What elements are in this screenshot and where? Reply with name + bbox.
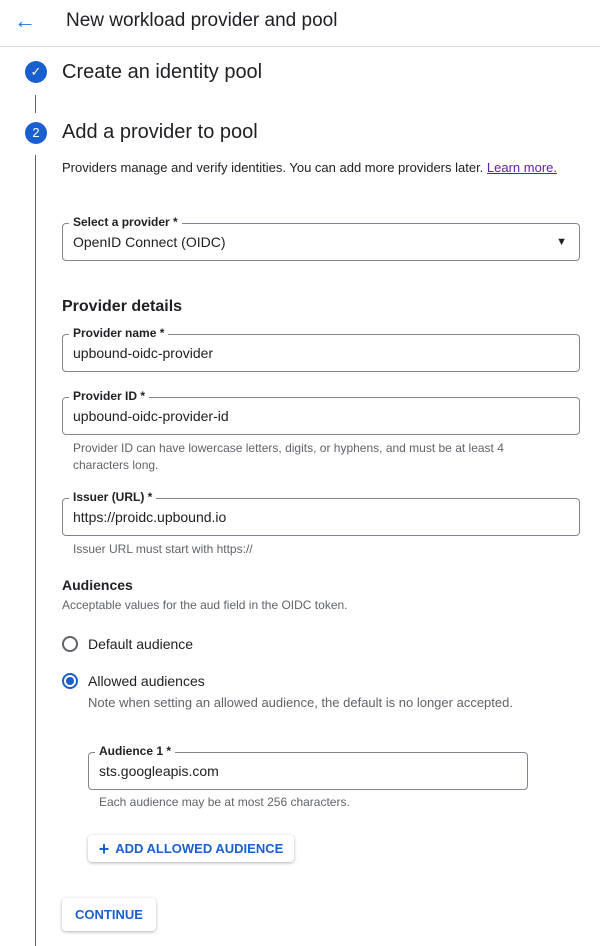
- description-text: Providers manage and verify identities. You can add more providers later.: [62, 160, 487, 175]
- field-label: Audience 1 *: [95, 744, 175, 758]
- audience-1-input[interactable]: [88, 744, 528, 790]
- allowed-audiences-note: Note when setting an allowed audience, the default is no longer accepted.: [88, 695, 513, 710]
- audiences-heading: Audiences: [62, 577, 133, 593]
- issuer-hint: Issuer URL must start with https://: [73, 542, 253, 556]
- step-1-title: Create an identity pool: [62, 61, 263, 83]
- select-provider-dropdown[interactable]: [62, 215, 580, 261]
- back-arrow-icon[interactable]: ←: [14, 8, 36, 33]
- provider-id-hint: Provider ID can have lowercase letters, digits, or hyphens, and must be at least 4 characters long.: [73, 441, 504, 472]
- button-label: ADD ALLOWED AUDIENCE: [115, 841, 284, 856]
- field-value: upbound-oidc-provider-id: [73, 408, 229, 424]
- section-heading: Provider details: [62, 298, 183, 315]
- step-2-title: Add a provider to pool: [62, 121, 258, 143]
- provider-name-input[interactable]: [62, 326, 580, 372]
- field-label: Provider ID *: [69, 389, 149, 403]
- allowed-audiences-radio[interactable]: [62, 673, 78, 689]
- dropdown-arrow-icon: ▼: [556, 236, 567, 248]
- field-label: Select a provider *: [69, 215, 182, 229]
- field-label: Issuer (URL) *: [69, 490, 156, 504]
- field-value: upbound-oidc-provider: [73, 345, 214, 361]
- field-value: https://proidc.upbound.io: [73, 509, 227, 525]
- audience-hint: Each audience may be at most 256 characters.: [99, 795, 350, 809]
- field-label: Provider name *: [69, 326, 168, 340]
- plus-icon: +: [98, 839, 110, 859]
- step-description: [62, 157, 572, 178]
- page-title: New workload provider and pool: [66, 10, 338, 31]
- learn-more-link[interactable]: Learn more.: [486, 160, 557, 175]
- provider-id-input[interactable]: [62, 389, 580, 435]
- add-allowed-audience-button[interactable]: [88, 835, 294, 862]
- allowed-audiences-label[interactable]: Allowed audiences: [88, 673, 205, 689]
- issuer-url-input[interactable]: [62, 490, 580, 536]
- continue-button[interactable]: CONTINUE: [62, 898, 156, 931]
- check-circle-icon: ✓: [25, 61, 47, 83]
- field-value: sts.googleapis.com: [99, 763, 219, 779]
- step-2-number: 2: [25, 122, 47, 144]
- audiences-subtitle: Acceptable values for the aud field in the OIDC token.: [62, 598, 348, 612]
- default-audience-label[interactable]: Default audience: [88, 636, 194, 652]
- header: [0, 0, 600, 47]
- step-connector: [35, 95, 36, 113]
- field-value: OpenID Connect (OIDC): [73, 234, 226, 250]
- default-audience-radio[interactable]: [62, 636, 78, 652]
- step-connector: [35, 155, 36, 946]
